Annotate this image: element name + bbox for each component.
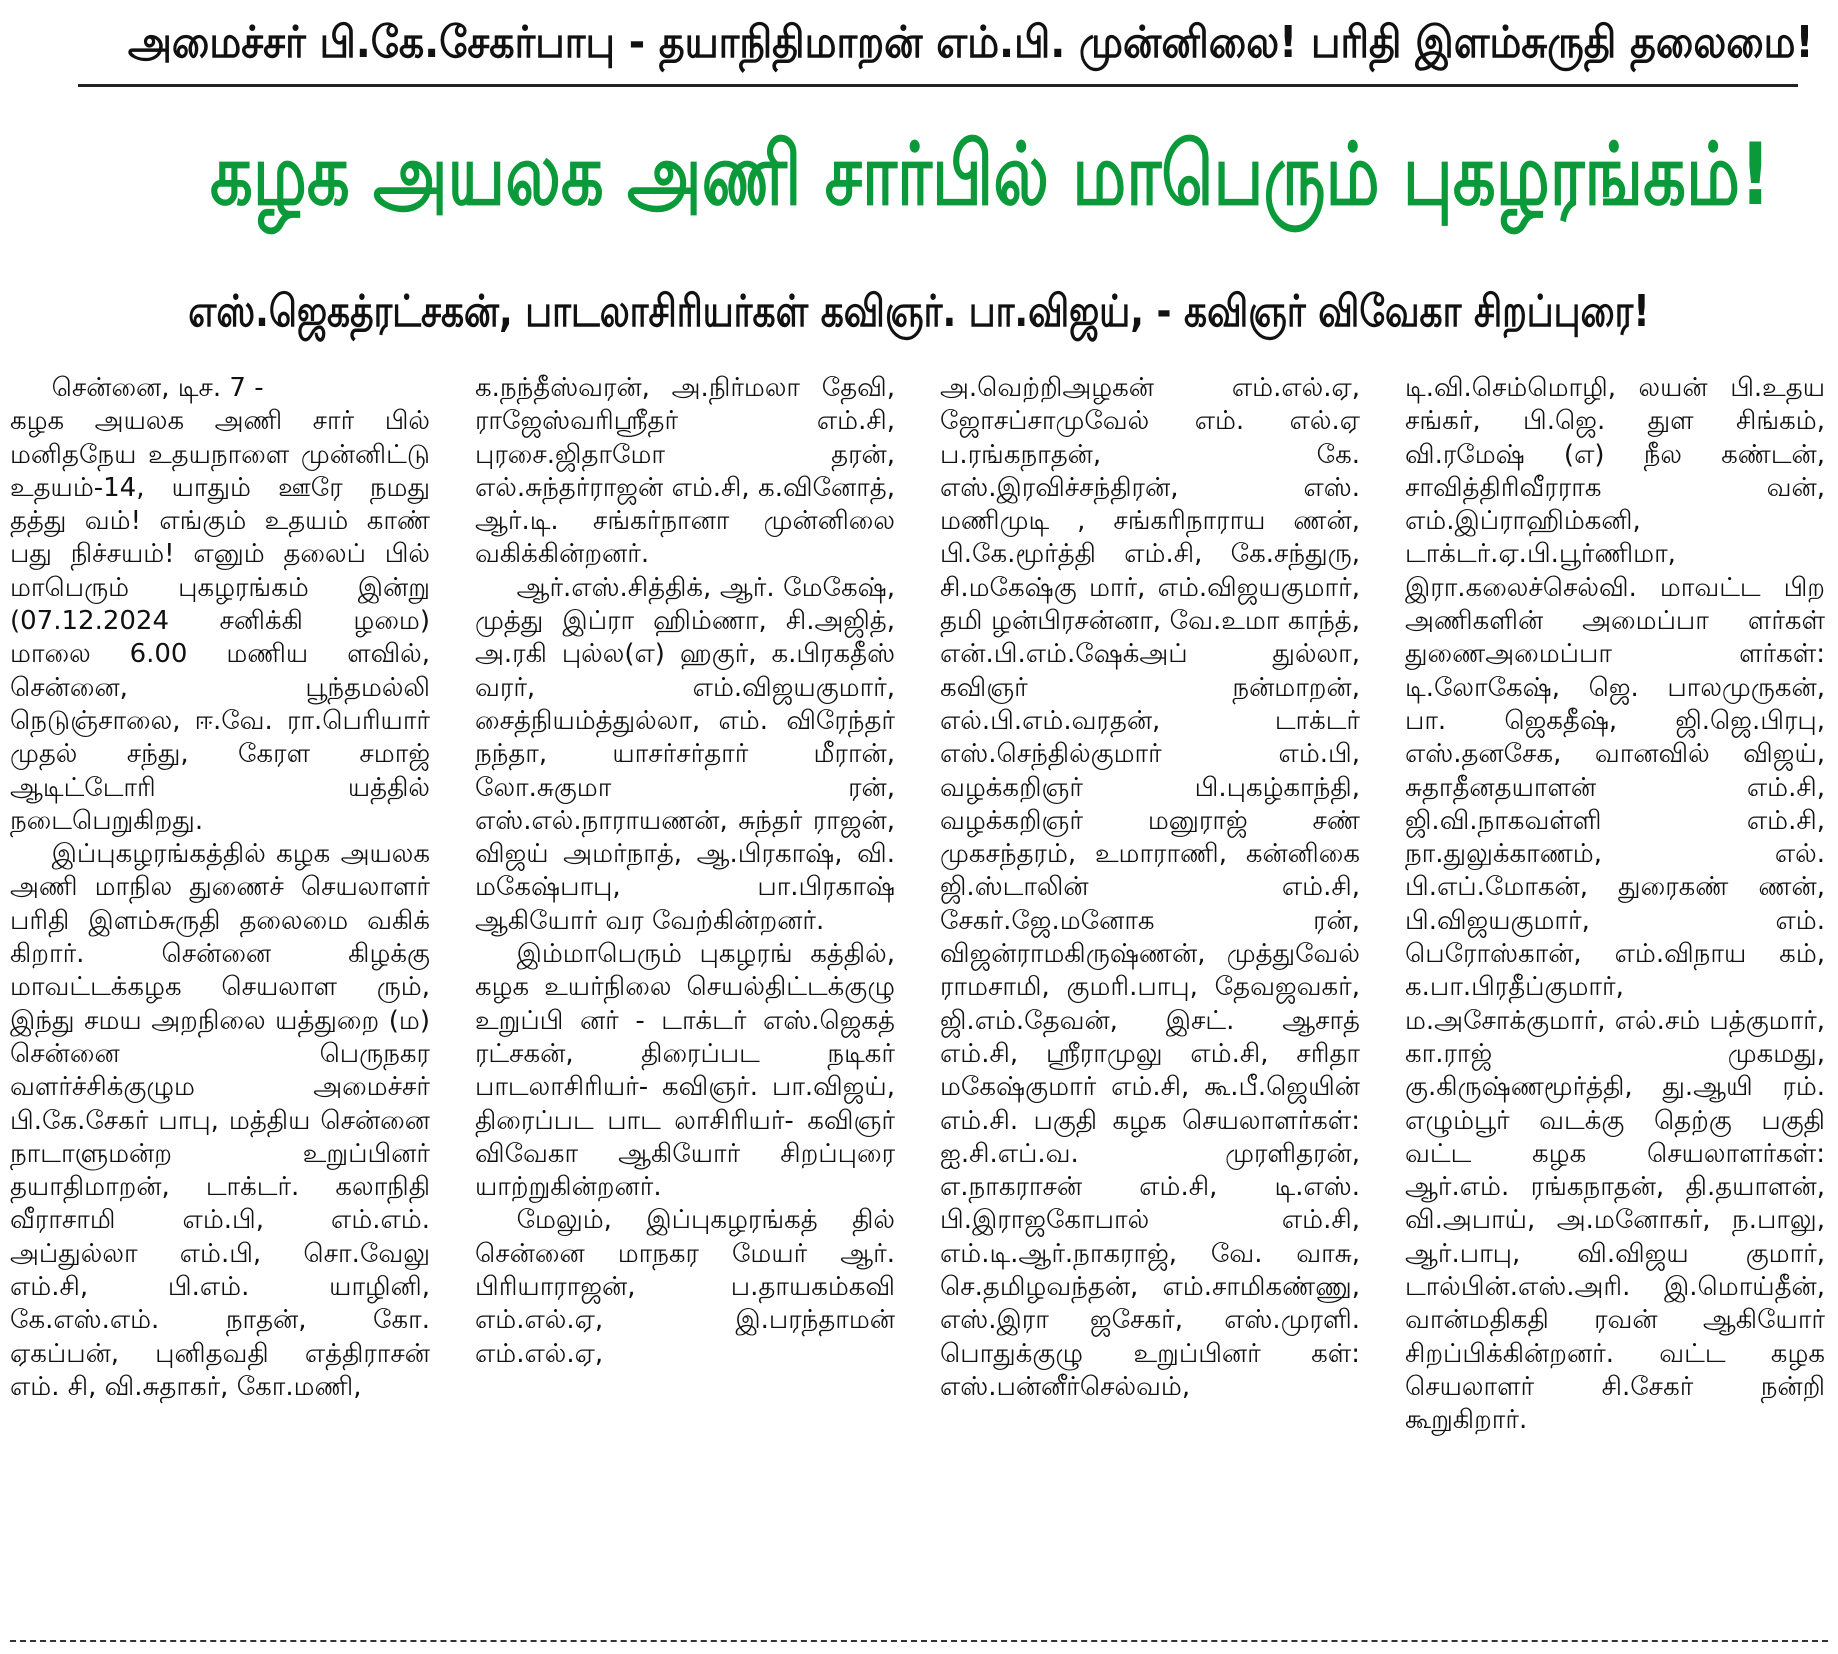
headline: கழக அயலக அணி சார்பில் மாபெரும் புகழரங்கம்! <box>209 125 1771 225</box>
paragraph: டி.வி.செம்மொழி, லயன் பி.உதய சங்கர், பி.ஜெ. துள சிங்கம், வி.ரமேஷ் (எ) நீல கண்டன், சாவித்திரிவீரராக வன், எம்.இப்ராஹிம்கனி, டாக்டர்.ஏ.பி.பூர்ணிமா, இரா.கலைச்செல்வி. மாவட்ட பிற அணிகளின் அமைப்பா ளர்கள் துணைஅமைப்பா ளர்கள்: டி.லோகேஷ், ஜெ. பாலமுருகன், பா. ஜெகதீஷ், ஜி.ஜெ.பிரபு, எஸ்.தனசேக, வானவில் விஜய், சுதாதீனதயாளன் எம்.சி, ஜி.வி.நாகவள்ளி எம்.சி, நா.துலுக்காணம், எல். பி.எப்.மோகன், துரைகண் ணன், பி.விஜயகுமார், எம். பெரோஸ்கான், எம்.விநாய கம், க.பா.பிரதீப்குமார், ம.அசோக்குமார், எல்.சம் பத்குமார், கா.ராஜ் முகமது, கு.கிருஷ்ணமூர்த்தி, து.ஆயி ரம். எழும்பூர் வடக்கு தெற்கு பகுதி வட்ட கழக செயலாளர்கள்: ஆர்.எம். ரங்கநாதன், தி.தயாளன், வி.அபாய், அ.மனோகர், ந.பாலு, ஆர்.பாபு, வி.விஜய குமார், டால்பின்.எஸ்.அரி. இ.மொய்தீன், வான்மதிகதி ரவன் ஆகியோர் சிறப்பிக்கின்றனர். வட்ட கழக செயலாளர் சி.சேகர் நன்றி கூறுகிறார். <box>1405 373 1825 1436</box>
paragraph: ஆர்.எஸ்.சித்திக், ஆர். மேகேஷ், முத்து இப்ரா ஹிம்ணா, சி.அஜித், அ.ரகி புல்ல(எ) ஹகுர், க.பிரகதீஸ் வரர், எம்.விஜயகுமார், சைத்நியம்த்துல்லா, எம். விரேந்தர் நந்தா, யாசர்சர்தார் மீரான், லோ.சுகுமா ரன், எஸ்.எல்.நாராயணன், சுந்தர் ராஜன், விஜய் அமர்நாத், ஆ.பிரகாஷ், வி. மகேஷ்பாபு, பா.பிரகாஷ் ஆகியோர் வர வேற்கின்றனர். <box>475 572 895 936</box>
article-column-1 <box>10 372 430 1404</box>
article-column-4 <box>1405 372 1825 1438</box>
article-body <box>10 372 1830 1622</box>
paragraph: இம்மாபெரும் புகழரங் கத்தில், கழக உயர்நிலை செயல்திட்டக்குழு உறுப்பி னர் - டாக்டர் எஸ்.ஜெகத் ரட்சகன், திரைப்பட நடிகர் பாடலாசிரியர்- கவிஞர். பா.விஜய், திரைப்பட பாட லாசிரியர்- கவிஞர் விவேகா ஆகியோர் சிறப்புரை யாற்றுகின்றனர். <box>475 939 895 1203</box>
top-rule <box>78 84 1798 87</box>
paragraph: க.நந்தீஸ்வரன், அ.நிர்மலா தேவி, ராஜேஸ்வரிஸ்ரீதர் எம்.சி, புரசை.ஜிதாமோ தரன், எல்.சுந்தர்ராஜன் எம்.சி, க.வினோத், ஆர்.டி. சங்கர்நானா முன்னிலை வகிக்கின்றனர். <box>475 373 895 570</box>
subheadline: எஸ்.ஜெகத்ரட்சகன், பாடலாசிரியர்கள் கவிஞர். பா.விஜய், - கவிஞர் விவேகா சிறப்புரை! <box>188 286 1650 337</box>
paragraph: மேலும், இப்புகழரங்கத் தில் சென்னை மாநகர மேயர் ஆர். பிரியாராஜன், ப.தாயகம்கவி எம்.எல்.ஏ, இ.பரந்தாமன் எம்.எல்.ஏ, <box>475 1205 895 1369</box>
article-column-2 <box>475 372 895 1371</box>
dateline: சென்னை, டிச. 7 - <box>51 373 264 403</box>
kicker-line: அமைச்சர் பி.கே.சேகர்பாபு - தயாநிதிமாறன் எம்.பி. முன்னிலை! பரிதி இளம்சுருதி தலைமை! <box>127 17 1814 68</box>
article-column-3 <box>940 372 1360 1404</box>
paragraph: அ.வெற்றிஅழகன் எம்.எல்.ஏ, ஜோசப்சாமுவேல் எம். எல்.ஏ ப.ரங்கநாதன், கே. எஸ்.இரவிச்சந்திரன், எஸ். மணிமுடி , சங்கரிநாராய ணன், பி.கே.மூர்த்தி எம்.சி, கே.சந்துரு, சி.மகேஷ்கு மார், எம்.விஜயகுமார், தமி ழன்பிரசன்னா, வே.உமா காந்த், என்.பி.எம்.ஷேக்அப் துல்லா, கவிஞர் நன்மாறன், எல்.பி.எம்.வரதன், டாக்டர் எஸ்.செந்தில்குமார் எம்.பி, வழக்கறிஞர் பி.புகழ்காந்தி, வழக்கறிஞர் மனுராஜ் சண் முகசந்தரம், உமாராணி, கன்னிகை ஜி.ஸ்டாலின் எம்.சி, சேகர்.ஜே.மனோக ரன், விஜன்ராமகிருஷ்ணன், முத்துவேல் ராமசாமி, குமரி.பாபு, தேவஜவகர், ஜி.எம்.தேவன், இசட். ஆசாத் எம்.சி, ஸ்ரீராமுலு எம்.சி, சரிதா மகேஷ்குமார் எம்.சி, கூ.பீ.ஜெயின் எம்.சி. பகுதி கழக செயலாளர்கள்: ஐ.சி.எப்.வ. முரளிதரன், எ.நாகராசன் எம்.சி, டி.எஸ். பி.இராஜகோபால் எம்.சி, எம்.டி.ஆர்.நாகராஜ், வே. வாசு, செ.தமிழவந்தன், எம்.சாமிகண்ணு, எஸ்.இரா ஜசேகர், எஸ்.முரளி. பொதுக்குழு உறுப்பினர் கள்: எஸ்.பன்னீர்செல்வம், <box>940 373 1360 1402</box>
paragraph: கழக அயலக அணி சார் பில் மனிதநேய உதயநாளை முன்னிட்டு உதயம்-14, யாதும் ஊரே நமது தத்து வம்! எங்கும் உதயம் காண் பது நிச்சயம்! எனும் தலைப் பில் மாபெரும் புகழரங்கம் இன்று (07.12.2024 சனிக்கி ழமை) மாலை 6.00 மணிய ளவில், சென்னை, பூந்தமல்லி நெடுஞ்சாலை, ஈ.வே. ரா.பெரியார் முதல் சந்து, கேரள சமாஜ் ஆடிட்டோரி யத்தில் நடைபெறுகிறது. <box>10 406 430 836</box>
paragraph: இப்புகழரங்கத்தில் கழக அயலக அணி மாநில துணைச் செயலாளர் பரிதி இளம்சுருதி தலைமை வகிக் கிறார். சென்னை கிழக்கு மாவட்டக்கழக செயலாள ரும், இந்து சமய அறநிலை யத்துறை (ம) சென்னை பெருநகர வளர்ச்சிக்குழும அமைச்சர் பி.கே.சேகர் பாபு, மத்திய சென்னை நாடாளுமன்ற உறுப்பினர் தயாதிமாறன், டாக்டர். கலாநிதி வீராசாமி எம்.பி, எம்.எம். அப்துல்லா எம்.பி, சொ.வேலு எம்.சி, பி.எம். யாழினி, கே.எஸ்.எம். நாதன், கோ. ஏகப்பன், புனிதவதி எத்திராசன் எம். சி, வி.சுதாகர், கோ.மணி, <box>10 839 430 1402</box>
bottom-dashed-rule <box>10 1640 1828 1642</box>
